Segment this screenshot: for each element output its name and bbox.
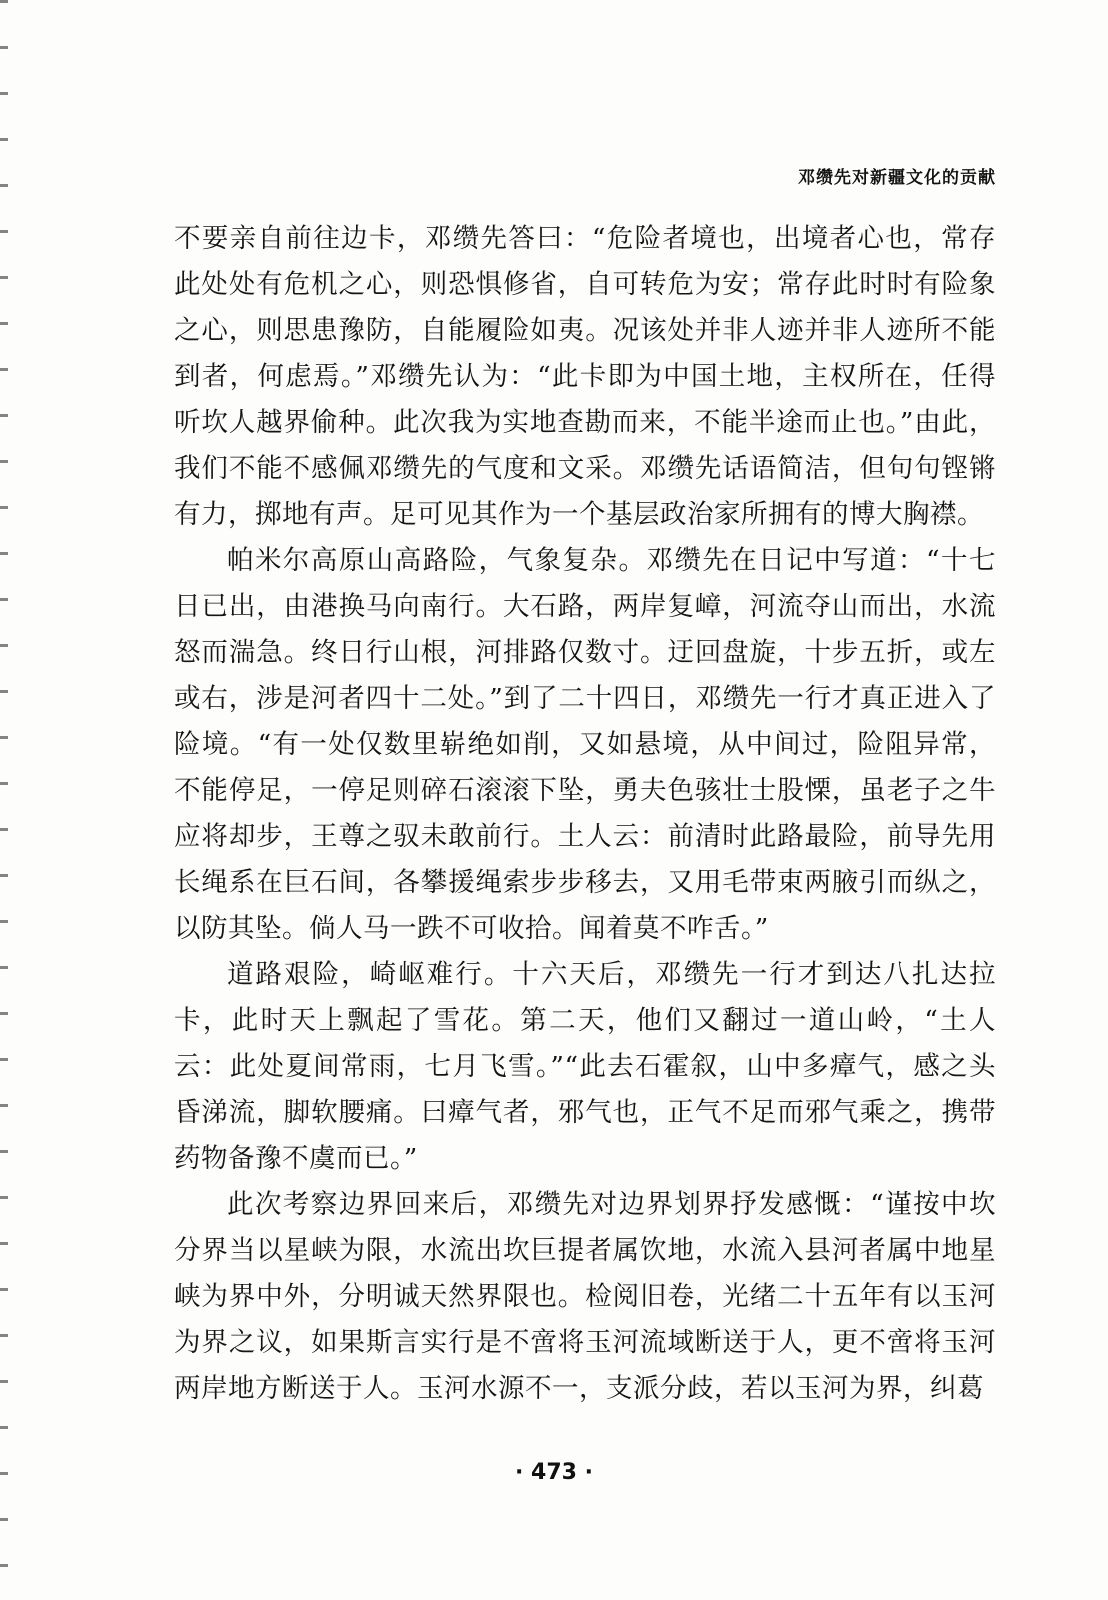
paragraph-3: 道路艰险，崎岖难行。十六天后，邓缵先一行才到达八扎达拉卡，此时天上飘起了雪花。第二天，他们又翻过一道山岭，“土人云：此处夏间常雨，七月飞雪。”“此去石霍叙，山中多瘴气，感之头昏涕流，脚软腰痛。曰瘴气者，邪气也，正气不足而邪气乘之，携带药物备豫不虞而已。” <box>174 959 996 1174</box>
scan-edge-marks <box>0 0 8 1600</box>
running-header-title: 邓缵先对新疆文化的贡献 <box>798 168 996 188</box>
page-number: · 473 · <box>515 1460 593 1485</box>
paragraph-1: 不要亲自前往边卡，邓缵先答曰：“危险者境也，出境者心也，常存此处处有危机之心，则恐惧修省，自可转危为安；常存此时时有险象之心，则思患豫防，自能履险如夷。况该处并非人迹并非人迹所不能到者，何虑焉。”邓缵先认为：“此卡即为中国土地，主权所在，任得听坎人越界偷种。此次我为实地查勘而来，不能半途而止也。”由此，我们不能不感佩邓缵先的气度和文采。邓缵先话语简洁，但句句铿锵有力，掷地有声。足可见其作为一个基层政治家所拥有的博大胸襟。 <box>174 223 996 530</box>
paragraph-2: 帕米尔高原山高路险，气象复杂。邓缵先在日记中写道：“十七日已出，由港换马向南行。大石路，两岸复嶂，河流夺山而出，水流怒而湍急。终日行山根，河排路仅数寸。迂回盘旋，十步五折，或左或右，涉是河者四十二处。”到了二十四日，邓缵先一行才真正进入了险境。“有一处仅数里崭绝如削，又如悬境，从中间过，险阻异常，不能停足，一停足则碎石滚滚下坠，勇夫色骇壮士股慄，虽老子之牛应将却步，王尊之驭未敢前行。土人云：前清时此路最险，前导先用长绳系在巨石间，各攀援绳索步步移去，又用毛带束两腋引而纵之，以防其坠。倘人马一跌不可收拾。闻着莫不咋舌。” <box>174 545 996 944</box>
body-text <box>174 216 996 1412</box>
paragraph-4: 此次考察边界回来后，邓缵先对边界划界抒发感慨：“谨按中坎分界当以星峡为限，水流出坎巨提者属饮地，水流入县河者属中地星峡为界中外，分明诚天然界限也。检阅旧卷，光绪二十五年有以玉河为界之议，如果斯言实行是不啻将玉河流域断送于人，更不啻将玉河两岸地方断送于人。玉河水源不一，支派分歧，若以玉河为界，纠葛 <box>174 1189 996 1404</box>
